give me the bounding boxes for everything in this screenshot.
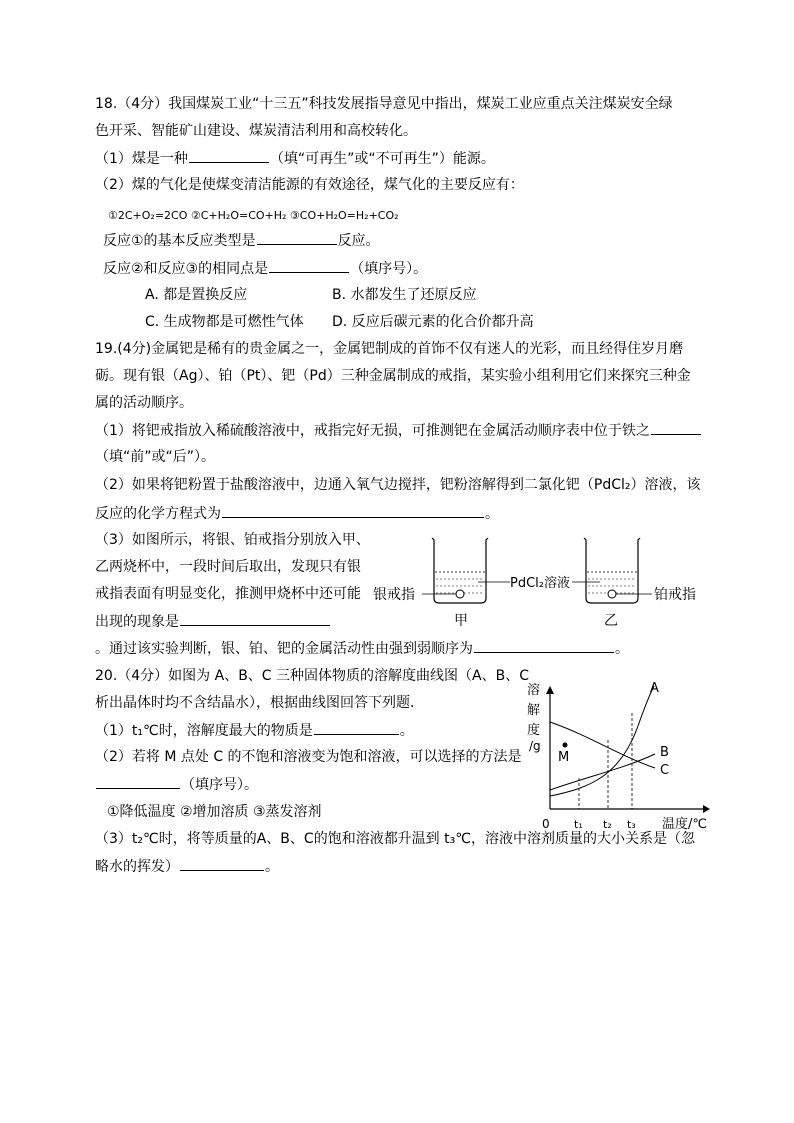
q19-part3-line5 — [95, 638, 629, 659]
answer-blank[interactable] — [474, 638, 614, 653]
q18-reaction-type-post: 反应。 — [337, 233, 380, 249]
q19-header: 19.(4分)金属钯是稀有的贵金属之一，金属钯制成的首饰不仅有迷人的光彩，而且经得住岁月磨 — [95, 341, 684, 357]
origin-label: 0 — [542, 817, 550, 831]
q19-part3-line1: （3）如图所示，将银、铂戒指分别放入甲、 — [95, 532, 370, 548]
q19-order-end: 。 — [615, 641, 629, 657]
q19-header-cont2: 属的活动顺序。 — [95, 395, 193, 411]
point-m-label: M — [558, 750, 570, 765]
q19-part2: （2）如果将钯粉置于盐酸溶液中，边通入氧气边搅拌，钯粉溶解得到二氯化钯（PdCl₂）溶液，该 — [95, 477, 701, 493]
label-pdcl2-solution: PdCl₂溶液 — [510, 576, 570, 591]
curve-a-label: A — [650, 681, 659, 696]
q18-same-point — [103, 258, 427, 279]
q20-part3-cont — [95, 856, 279, 877]
y-label-4: /g — [529, 739, 541, 753]
answer-blank[interactable] — [180, 611, 330, 626]
beaker-jia — [432, 538, 488, 603]
q19-part1 — [95, 420, 702, 441]
q20-part2-cont-text: （填序号）。 — [181, 777, 258, 793]
answer-blank[interactable] — [257, 230, 337, 245]
q18-same-point-pre: 反应②和反应③的相同点是 — [103, 261, 269, 277]
q20-header: 20.（4分）如图为 A、B、C 三种固体物质的溶解度曲线图（A、B、C — [95, 668, 529, 684]
y-label-2: 解 — [527, 703, 541, 718]
tick-t3: t₃ — [627, 818, 636, 831]
q18-option-d: D. 反应后碳元素的化合价都升高 — [332, 314, 534, 330]
beaker-figure — [370, 528, 710, 636]
tick-t1: t₁ — [574, 818, 583, 831]
q18-reactions: ①2C+O₂=2CO ②C+H₂O=CO+H₂ ③CO+H₂O=H₂+CO₂ — [108, 209, 399, 222]
beaker-yi — [584, 538, 640, 603]
tick-t2: t₂ — [603, 818, 612, 831]
q19-part3-line4 — [95, 611, 331, 632]
q20-part1-pre: （1）t₁℃时，溶解度最大的物质是 — [95, 723, 313, 739]
q20-part3-cont-text: 略水的挥发） — [95, 859, 179, 875]
q18-part1-post: （填“可再生”或“不可再生”）能源。 — [269, 151, 495, 167]
q18-reaction-type-pre: 反应①的基本反应类型是 — [103, 233, 256, 249]
label-yi: 乙 — [604, 613, 618, 629]
label-jia: 甲 — [454, 613, 468, 629]
q20-part2: （2）若将 M 点处 C 的不饱和溶液变为饱和溶液，可以选择的方法是 — [95, 749, 522, 765]
q19-header-cont: 砺。现有银（Ag）、铂（Pt）、钯（Pd）三种金属制成的戒指，某实验小组利用它们来探究三种金 — [95, 368, 691, 384]
q18-option-a: A. 都是置换反应 — [145, 287, 248, 303]
curve-b-label: B — [660, 745, 669, 760]
q18-header: 18.（4分）我国煤炭工业“十三五”科技发展指导意见中指出，煤炭工业应重点关注煤炭安全绿 — [95, 96, 673, 112]
q19-part3-line2: 乙两烧杯中，一段时间后取出，发现只有银 — [95, 559, 361, 575]
y-label-3: 度 — [527, 723, 541, 738]
y-label-1: 溶 — [527, 683, 541, 698]
q20-options: ①降低温度 ②增加溶质 ③蒸发溶剂 — [107, 804, 322, 820]
q18-part1-pre: （1）煤是一种 — [95, 151, 188, 167]
answer-blank[interactable] — [314, 720, 399, 735]
q19-part2-cont — [95, 503, 499, 524]
answer-blank[interactable] — [222, 503, 484, 518]
y-axis-arrow-icon — [546, 686, 554, 694]
label-silver-ring: 银戒指 — [373, 587, 415, 603]
q18-reaction-type — [103, 230, 380, 251]
solubility-chart — [520, 676, 710, 836]
q19-equation-label: 反应的化学方程式为 — [95, 506, 221, 522]
q19-phenomenon-label: 出现的现象是 — [95, 614, 179, 630]
curve-c-label: C — [660, 763, 670, 778]
label-platinum-ring: 铂戒指 — [654, 587, 696, 603]
q19-part1-cont: （填“前”或“后”）。 — [95, 449, 216, 465]
point-m — [563, 743, 568, 748]
q19-equation-end: 。 — [485, 506, 499, 522]
q20-part3-end: 。 — [265, 859, 279, 875]
q20-part3: （3）t₂℃时，将等质量的A、B、C的饱和溶液都升温到 t₃℃，溶液中溶剂质量的大小关系是（忽 — [95, 831, 695, 847]
q19-part3-line3: 戒指表面有明显变化，推测甲烧杯中还可能 — [95, 586, 361, 602]
x-axis-arrow-icon — [703, 805, 710, 813]
q18-part1 — [95, 148, 495, 169]
answer-blank[interactable] — [269, 258, 349, 273]
answer-blank[interactable] — [189, 148, 269, 163]
answer-blank[interactable] — [96, 774, 180, 789]
answer-blank[interactable] — [180, 856, 264, 871]
q19-order-label: 。通过该实验判断，银、铂、钯的金属活动性由强到弱顺序为 — [95, 641, 473, 657]
answer-blank[interactable] — [651, 420, 701, 435]
q18-header-cont: 色开采、智能矿山建设、煤炭清洁利用和高校转化。 — [95, 123, 417, 139]
q20-header-cont: 析出晶体时均不含结晶水），根据曲线图回答下列题． — [95, 695, 424, 711]
q20-part1-post: 。 — [399, 723, 414, 739]
curve-a — [550, 686, 654, 796]
q19-part1-text: （1）将钯戒指放入稀硫酸溶液中，戒指完好无损，可推测钯在金属活动顺序表中位于铁之 — [95, 423, 650, 439]
x-label: 温度/℃ — [662, 817, 707, 832]
q18-option-c: C. 生成物都是可燃性气体 — [145, 314, 304, 330]
q18-part2: （2）煤的气化是使煤变清洁能源的有效途径，煤气化的主要反应有： — [95, 177, 524, 193]
q18-same-point-post: （填序号）。 — [350, 261, 428, 277]
q20-part2-cont — [95, 774, 258, 795]
q20-part1 — [95, 720, 414, 741]
q18-option-b: B. 水都发生了还原反应 — [332, 287, 477, 303]
